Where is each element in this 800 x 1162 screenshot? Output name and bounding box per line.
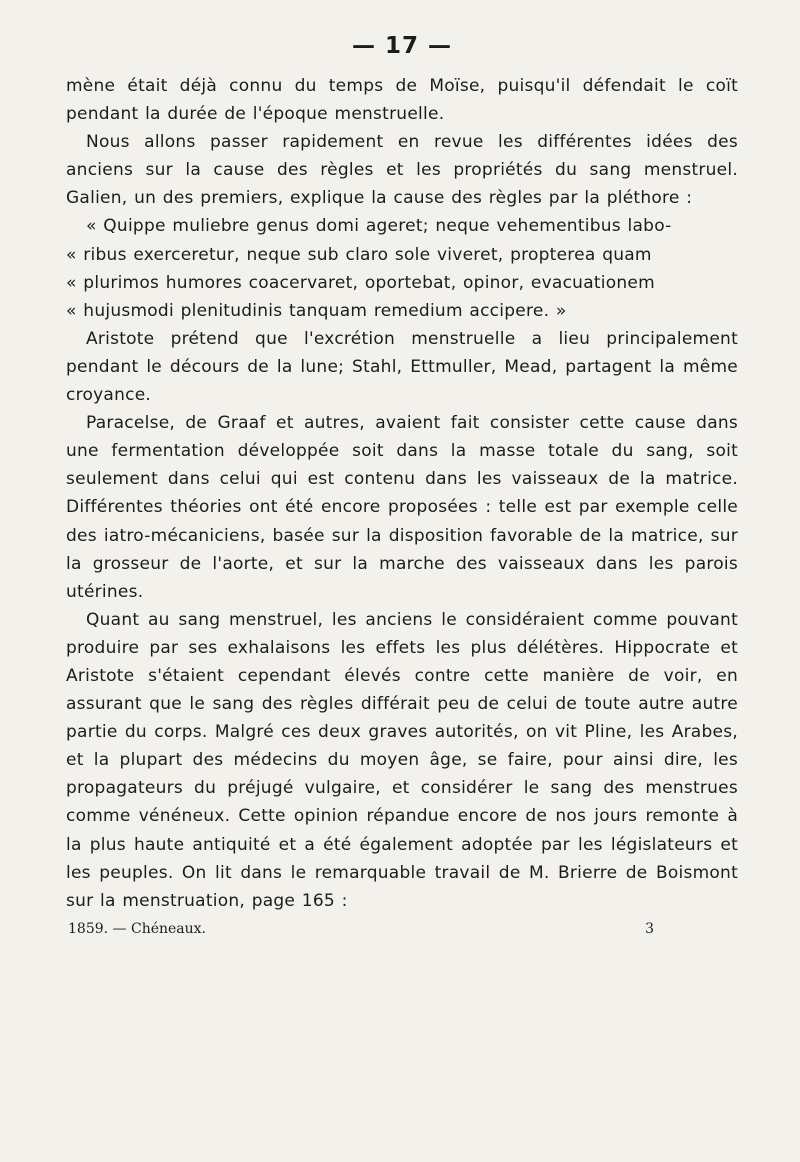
- quote-line-2: « ribus exerceretur, neque sub claro sole viveret, propterea quam: [66, 244, 652, 265]
- body-text: [66, 72, 738, 915]
- paragraph-3: Aristote prétend que l'excrétion menstruelle a lieu principalement pendant le décours de la lune; Stahl, Ettmuller, Mead, partagent la même croyance.: [66, 328, 738, 406]
- page-footer: [66, 919, 738, 939]
- paragraph-4: Paracelse, de Graaf et autres, avaient fait consister cette cause dans une fermentation développée soit dans la masse totale du sang, soit seulement dans celui qui est contenu dans les vaisseaux de la matrice. Différentes théories ont été encore proposées : telle est par exemple celle des iatro-mécaniciens, basée sur la disposition favorable de la matrice, sur la grosseur de l'aorte, et sur la marche des vaisseaux dans les parois utérines.: [66, 413, 738, 602]
- quote-line-1: « Quippe muliebre genus domi ageret; neque vehementibus labo-: [86, 216, 672, 237]
- paragraph-5: Quant au sang menstruel, les anciens le considéraient comme pouvant produire par ses exhalaisons les effets les plus délétères. Hippocrate et Aristote s'étaient cependant élevés contre cette manière de voir, en assurant que le sang des règles différait peu de celui de toute autre autre partie du corps. Malgré ces deux graves autorités, on vit Pline, les Arabes, et la plupart des médecins du moyen âge, se faire, pour ainsi dire, les propagateurs du préjugé vulgaire, et considérer le sang des menstrues comme vénéneux. Cette opinion répandue encore de nos jours remonte à la plus haute antiquité et a été également adoptée par les législateurs et les peuples. On lit dans le remarquable travail de M. Brierre de Boismont sur la menstruation, page 165 :: [66, 609, 738, 911]
- footer-sheet-number: 3: [645, 920, 654, 937]
- paragraph-1: mène était déjà connu du temps de Moïse, puisqu'il défendait le coït pendant la durée de l'époque menstruelle.: [66, 76, 738, 125]
- quote-line-4: « hujusmodi plenitudinis tanquam remedium accipere. »: [66, 300, 567, 321]
- page-number: — 17 —: [351, 33, 453, 59]
- quote-line-3: « plurimos humores coacervaret, oportebat, opinor, evacuationem: [66, 272, 655, 293]
- paragraph-2: Nous allons passer rapidement en revue les différentes idées des anciens sur la cause des règles et les propriétés du sang menstruel. Galien, un des premiers, explique la cause des règles par la pléthore :: [66, 132, 738, 209]
- footer-signature: 1859. — Chéneaux.: [68, 920, 207, 937]
